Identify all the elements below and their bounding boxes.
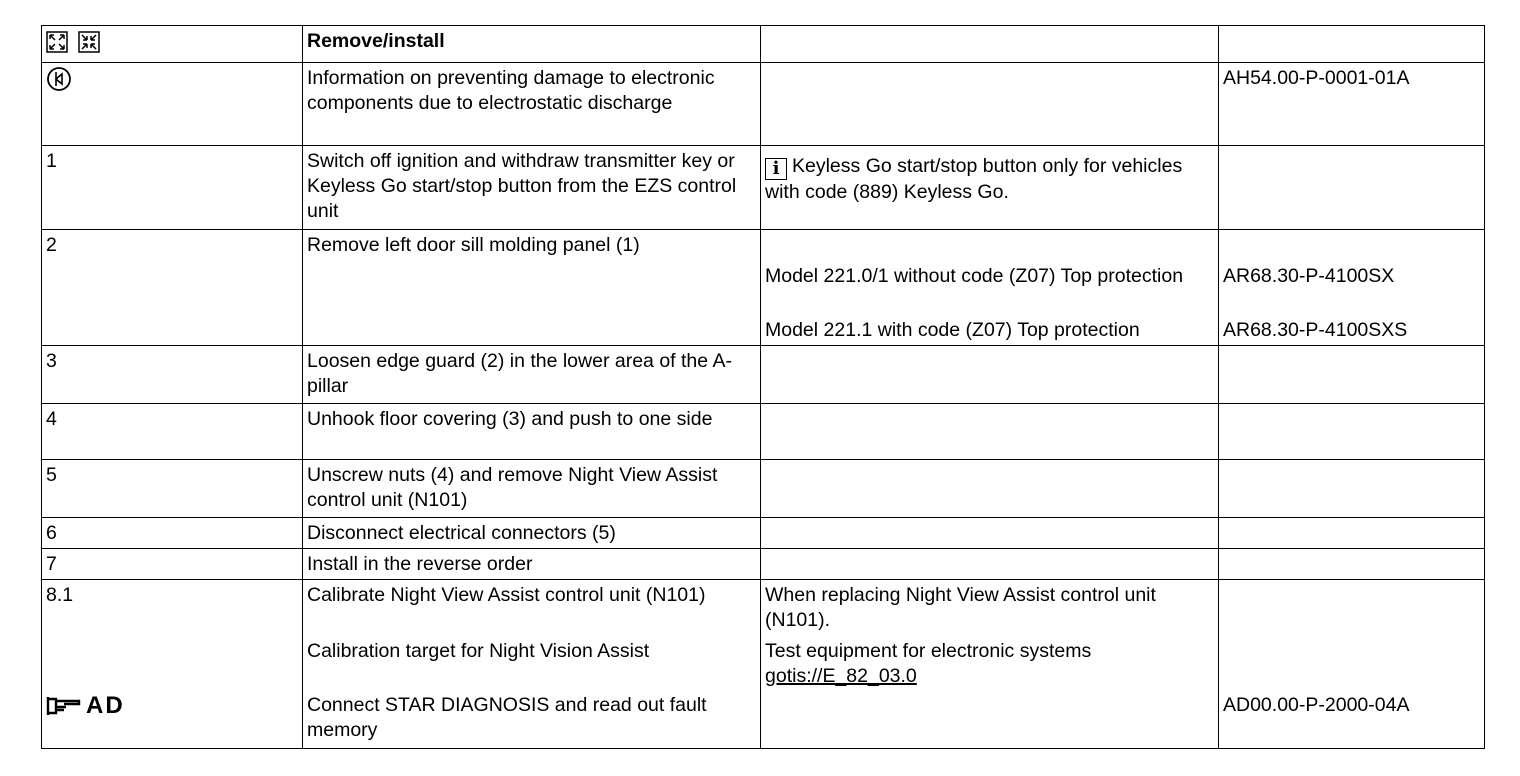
info-icon: i — [765, 158, 787, 180]
step-note: Test equipment for electronic systems — [765, 640, 1092, 662]
header-title: Remove/install — [303, 26, 761, 63]
table-row — [42, 146, 1485, 230]
table-row — [42, 63, 1485, 146]
step-number: 3 — [42, 346, 303, 404]
step-text: Calibrate Night View Assist control unit (N101) — [307, 584, 706, 606]
gotis-link[interactable]: gotis://E_82_03.0 — [765, 665, 917, 687]
step-text: Unhook floor covering (3) and push to one side — [303, 404, 761, 460]
reference-link[interactable]: AR68.30-P-4100SX — [1223, 265, 1395, 287]
pointing-hand-icon — [46, 695, 82, 717]
reference-link[interactable]: AD00.00-P-2000-04A — [1223, 694, 1410, 716]
step-number: 6 — [42, 518, 303, 549]
step-number: 8.1 — [46, 584, 74, 606]
table-header-row — [42, 26, 1485, 63]
table-row — [42, 549, 1485, 580]
step-number: 1 — [42, 146, 303, 230]
ad-diagnosis-icon: AD — [46, 693, 296, 718]
step-text: Unscrew nuts (4) and remove Night View Assist control unit (N101) — [303, 460, 761, 518]
step-text: Switch off ignition and withdraw transmitter key or Keyless Go start/stop button from the EZS control unit — [303, 146, 761, 230]
step-note: i Keyless Go start/stop button only for vehicles with code (889) Keyless Go. — [761, 146, 1219, 230]
collapse-all-icon[interactable] — [78, 31, 100, 53]
step-note: Model 221.0/1 without code (Z07) Top protection Model 221.1 with code (Z07) Top protection — [761, 230, 1219, 346]
table-row — [42, 460, 1485, 518]
reference-link[interactable]: AR68.30-P-4100SXS — [1223, 319, 1408, 341]
table-row — [42, 518, 1485, 549]
step-text: Connect STAR DIAGNOSIS and read out fault memory — [307, 694, 707, 741]
step-text: Calibration target for Night Vision Assist — [307, 640, 650, 662]
step-number: 4 — [42, 404, 303, 460]
table-row — [42, 346, 1485, 404]
step-text: Loosen edge guard (2) in the lower area of the A-pillar — [303, 346, 761, 404]
table-row — [42, 404, 1485, 460]
table-row — [42, 230, 1485, 346]
step-note: When replacing Night View Assist control unit (N101). — [765, 584, 1156, 631]
step-number: 7 — [42, 549, 303, 580]
step-text: Install in the reverse order — [303, 549, 761, 580]
table-row — [42, 580, 1485, 749]
step-number: 2 — [42, 230, 303, 346]
step-text: Information on preventing damage to electronic components due to electrostatic discharge — [303, 63, 761, 146]
header-icons-cell — [42, 26, 303, 63]
step-text: Remove left door sill molding panel (1) — [303, 230, 761, 346]
step-text: Disconnect electrical connectors (5) — [303, 518, 761, 549]
step-number: 5 — [42, 460, 303, 518]
reference-link[interactable]: AH54.00-P-0001-01A — [1219, 63, 1485, 146]
esd-warning-icon — [46, 66, 72, 92]
expand-all-icon[interactable] — [46, 31, 68, 53]
procedure-table — [41, 25, 1485, 749]
